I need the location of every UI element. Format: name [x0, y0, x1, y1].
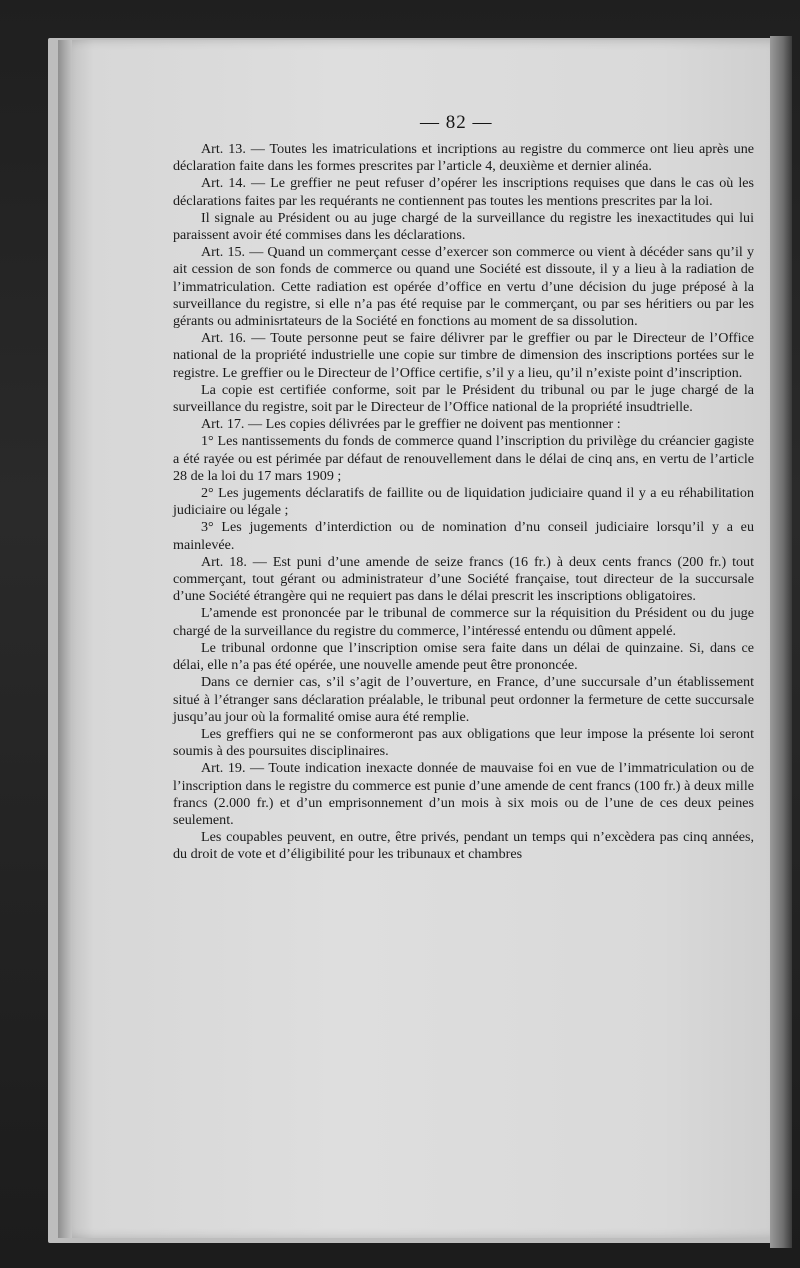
- paragraph-art17-item3: 3° Les jugements d’interdiction ou de nomination d’nu conseil judiciaire lorsqu’il y a eu mainlevée.: [173, 519, 754, 553]
- page-right-edge: [770, 36, 792, 1248]
- paragraph-art18-greffiers: Les greffiers qui ne se conformeront pas aux obligations que leur impose la présente loi seront soumis à des poursuites disciplinaires.: [173, 725, 754, 760]
- paragraph-art18-tribunal: Le tribunal ordonne que l’inscription omise sera faite dans un délai de quinzaine. Si, dans ce délai, elle n’a pas été opérée, une nouvelle amende peut être prononcée.: [173, 639, 754, 674]
- paragraph-art18-amende: L’amende est prononcée par le tribunal de commerce sur la réquisition du Président ou du juge chargé de la surveillance du registre du commerce, l’intéressé entendu ou dûment appelé.: [173, 605, 754, 639]
- binding-gutter: [58, 40, 72, 1238]
- paragraph-art14: Art. 14. — Le greffier ne peut refuser d’opérer les inscriptions requises que dans le cas où les déclarations faites par les requérants ne contiennent pas toutes les mentions prescrites par la loi.: [173, 175, 754, 209]
- paragraph-art17-item1: 1° Les nantissements du fonds de commerce quand l’inscription du privilège du créancier gagiste a été rayée ou est périmée par défaut de renouvellement dans le délai de cinq ans, en vertu de l’article 28 de la loi du 17 mars 1909 ;: [173, 433, 754, 484]
- paragraph-art13: Art. 13. — Toutes les imatriculations et incriptions au registre du commerce ont lieu après une déclaration faite dans les formes prescrites par l’article 4, deuxième et dernier alinéa.: [173, 141, 754, 175]
- paragraph-art15: Art. 15. — Quand un commerçant cesse d’exercer son commerce ou vient à décéder sans qu’il y ait cession de son fonds de commerce ou quand une Société est dissoute, il y a lieu à la radiation de l’immatriculation. Cette radiation est opérée d’office en vertu d’une décision du juge préposé à la surveillance du registre, si elle n’a pas été requise par le commerçant, ou par ses héritiers ou par les gérants ou adminisrtateurs de la Société en fonctions au moment de sa dissolution.: [173, 244, 754, 330]
- paragraph-art17: Art. 17. — Les copies délivrées par le greffier ne doivent pas mentionner :: [201, 416, 621, 433]
- paragraph-art16-copie: La copie est certifiée conforme, soit par le Président du tribunal ou par le juge chargé de la surveillance du registre, soit par le Directeur de l’Office national de la propriété insudtrielle.: [173, 381, 754, 416]
- paragraph-art18-succursale: Dans ce dernier cas, s’il s’agit de l’ouverture, en France, d’une succursale d’un établissement situé à l’étranger sans déclaration préalable, le tribunal peut ordonner la fermeture de cette succursale jusqu’au jour où la formalité omise aura été remplie.: [173, 674, 754, 725]
- paragraph-art19-coupables: Les coupables peuvent, en outre, être privés, pendant un temps qui n’excèdera pas cinq années, du droit de vote et d’éligibilité pour les tribunaux et chambres: [173, 829, 754, 863]
- paragraph-art18: Art. 18. — Est puni d’une amende de seize francs (16 fr.) à deux cents francs (200 fr.) tout commerçant, tout gérant ou administrateur d’une Société française, tout directeur de la succursale d’une Société étrangère qui ne requiert pas dans le délai prescrit les inscriptions obligatoires.: [173, 553, 754, 605]
- paragraph-art17-item2: 2° Les jugements déclaratifs de faillite ou de liquidation judiciaire quand il y a eu réhabilitation judiciaire ou légale ;: [173, 485, 754, 519]
- body-text: [173, 141, 754, 864]
- paragraph-art19: Art. 19. — Toute indication inexacte donnée de mauvaise foi en vue de l’immatriculation ou de l’inscription dans le registre du commerce est punie d’une amende de cent francs (100 fr.) à deux mille francs (2.000 fr.) et d’un emprisonnement d’un mois à six mois ou de l’une de ces deux peines seulement.: [173, 760, 754, 828]
- paragraph-art14-signale: Il signale au Président ou au juge chargé de la surveillance du registre les inexactitudes qui lui paraissent avoir été commises dans les déclarations.: [173, 209, 754, 244]
- paragraph-art16: Art. 16. — Toute personne peut se faire délivrer par le greffier ou par le Directeur de l’Office national de la propriété industrielle une copie sur timbre de dimension des inscriptions portées sur le registre. Le greffier ou le Directeur de l’Office certifie, s’il y a lieu, qu’il n’existe point d’inscription.: [173, 330, 754, 381]
- page-number: — 82 —: [420, 112, 493, 133]
